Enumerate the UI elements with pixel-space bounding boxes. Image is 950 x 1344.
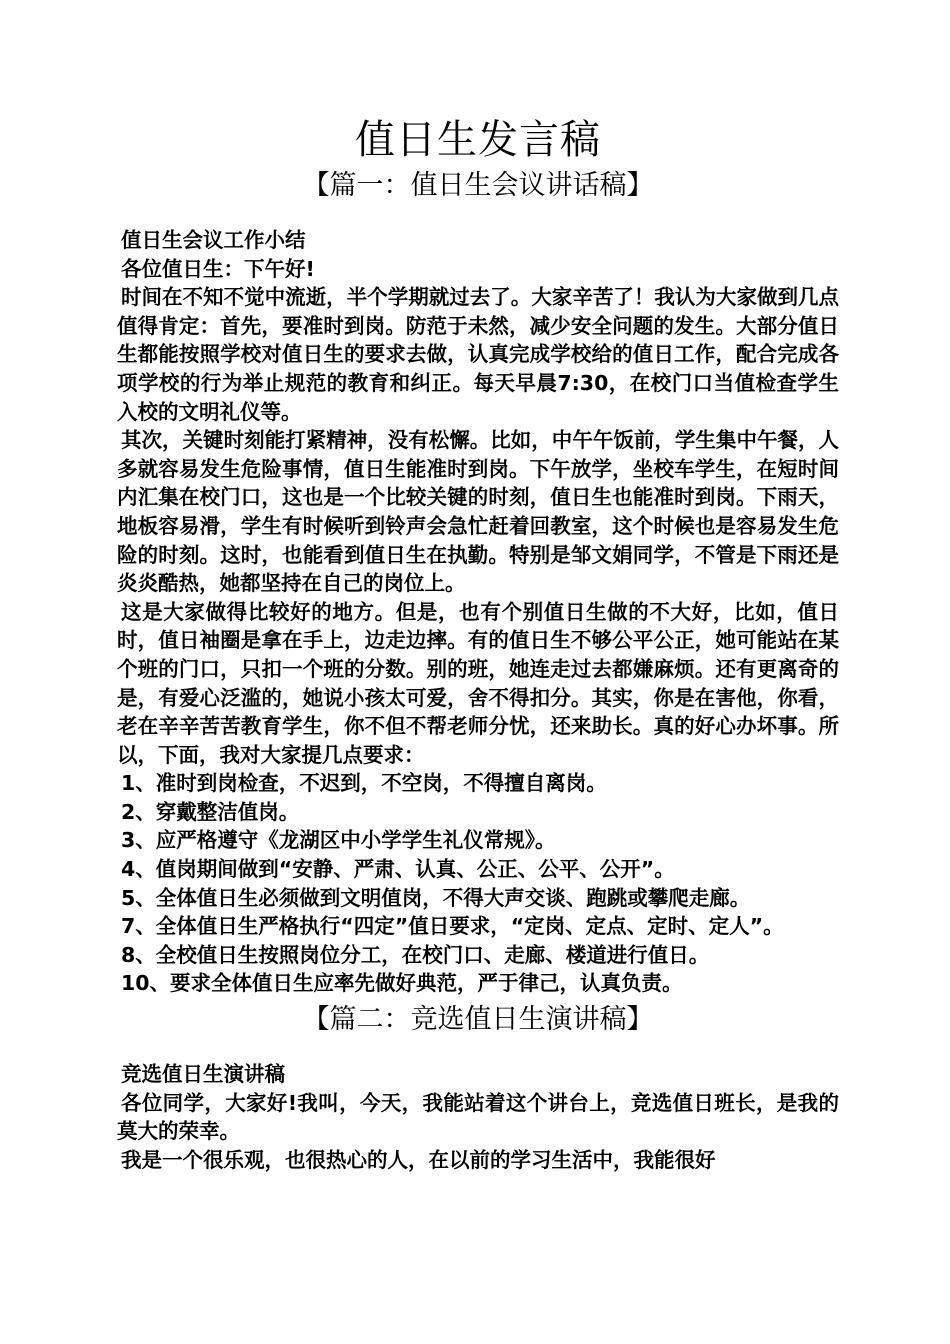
section-2-title: 【篇二：竞选值日生演讲稿】 — [302, 1004, 654, 1036]
section-1-title: 【篇一：值日生会议讲话稿】 — [302, 170, 654, 201]
paragraph: 这是大家做得比较好的地方。但是，也有个别值日生做的不大好，比如，值日时，值日袖圈是拿在手上，边走边摔。有的值日生不够公平公正，她可能站在某个班的门口，只扣一个班的分数。别的班，她连走过去都嫌麻烦。还有更离奇的是，有爱心泛滥的，她说小孩太可爱，舍不得扣分。其实，你是在害他，你看，老在辛辛苦苦教育学生，你不但不帮老师分忧，还来助长。真的好心办坏事。所以，下面，我对大家提几点要求： — [117, 599, 839, 767]
list-item: 7、全体值日生严格执行“四定”值日要求，“定岗、定点、定时、定人”。 — [121, 914, 784, 939]
greeting: 各位值日生：下午好! — [121, 256, 315, 281]
paragraph: 时间在不知不觉中流逝，半个学期就过去了。大家辛苦了！我认为大家做到几点值得肯定：首先，要准时到岗。防范于未然，减少安全问题的发生。大部分值日生都能按照学校对值日生的要求去做，认真完成学校给的值日工作，配合完成各项学校的行为举止规范的教育和纠正。每天早晨7:30，在校门口当值检查学生入校的文明礼仪等。 — [117, 285, 839, 424]
document-page — [117, 112, 839, 1174]
section-2-body — [117, 1060, 839, 1174]
document-title: 值日生发言稿 — [355, 117, 601, 163]
list-item: 10、要求全体值日生应率先做好典范，严于律己，认真负责。 — [121, 971, 683, 996]
list-item: 1、准时到岗检查，不迟到，不空岗，不得擅自离岗。 — [121, 771, 607, 796]
paragraph: 各位同学，大家好!我叫，今天，我能站着这个讲台上，竞选值日班长，是我的莫大的荣幸。 — [117, 1090, 839, 1144]
list-item: 5、全体值日生必须做到文明值岗，不得大声交谈、跑跳或攀爬走廊。 — [121, 885, 751, 910]
section-2-heading: 竞选值日生演讲稿 — [121, 1062, 285, 1087]
list-item: 2、穿戴整洁值岗。 — [121, 799, 300, 824]
section-1-body — [117, 226, 839, 998]
section-1-heading: 值日生会议工作小结 — [121, 228, 306, 252]
list-item: 8、全校值日生按照岗位分工，在校门口、走廊、楼道进行值日。 — [121, 942, 710, 967]
paragraph: 其次，关键时刻能打紧精神，没有松懈。比如，中午午饭前，学生集中午餐，人多就容易发生危险事情，值日生能准时到岗。下午放学，坐校车学生，在短时间内汇集在校门口，这也是一个比较关键的时刻，值日生也能准时到岗。下雨天，地板容易滑，学生有时候听到铃声会急忙赶着回教室，这个时候也是容易发生危险的时刻。这时，也能看到值日生在执勤。特别是邹文娟同学，不管是下雨还是炎炎酷热，她都坚持在自己的岗位上。 — [117, 428, 839, 596]
list-item: 3、应严格遵守《龙湖区中小学学生礼仪常规》。 — [121, 828, 556, 853]
paragraph: 我是一个很乐观，也很热心的人，在以前的学习生活中，我能很好 — [121, 1147, 716, 1172]
list-item: 4、值岗期间做到“安静、严肃、认真、公正、公平、公开”。 — [121, 857, 675, 882]
